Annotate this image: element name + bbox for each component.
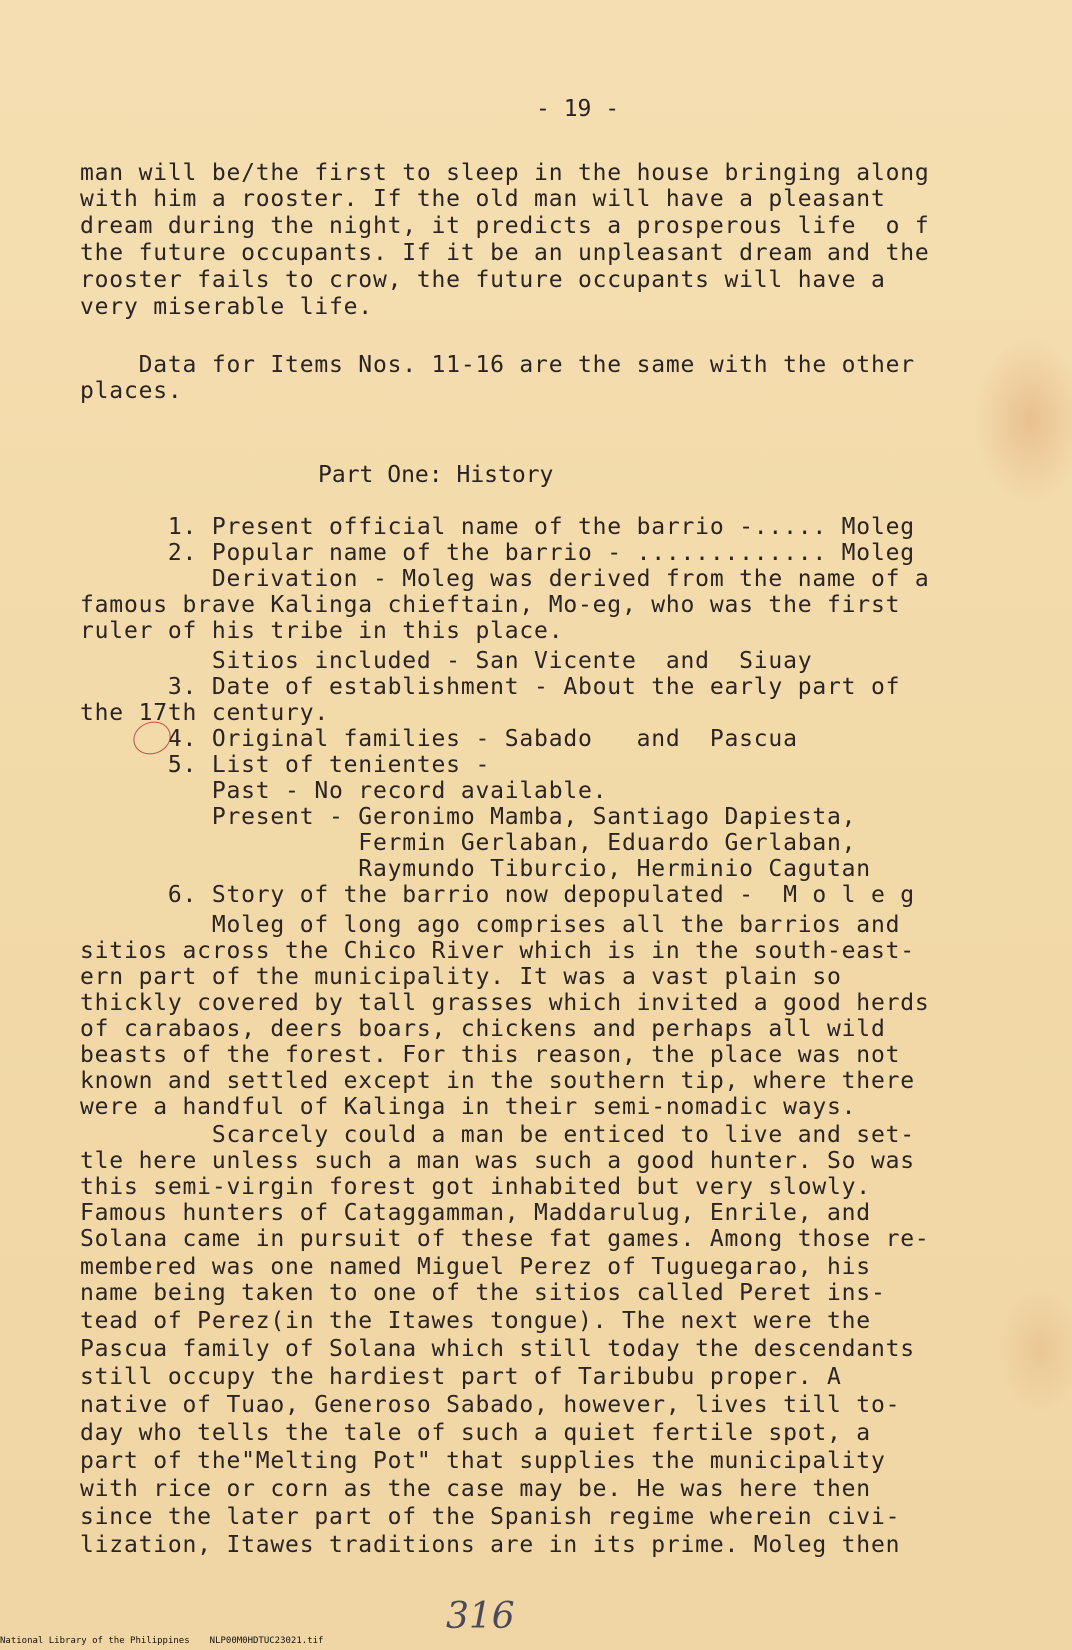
text-line: thickly covered by tall grasses which invited a good herds xyxy=(80,990,930,1016)
text-line: Scarcely could a man be enticed to live and set- xyxy=(80,1122,915,1148)
text-line: ruler of his tribe in this place. xyxy=(80,618,564,644)
text-line: membered was one named Miguel Perez of Tuguegarao, his xyxy=(80,1254,871,1280)
text-line: 2. Popular name of the barrio - ............. Moleg xyxy=(80,540,915,566)
text-line: lization, Itawes traditions are in its prime. Moleg then xyxy=(80,1532,901,1558)
text-line: 1. Present official name of the barrio -..... Moleg xyxy=(80,514,915,540)
footer-library-name: National Library of the Philippines xyxy=(0,1636,190,1646)
text-line: 3. Date of establishment - About the early part of xyxy=(80,674,901,700)
text-line: tle here unless such a man was such a good hunter. So was xyxy=(80,1148,915,1174)
archive-footer xyxy=(0,1636,343,1646)
text-line: of carabaos, deers boars, chickens and perhaps all wild xyxy=(80,1016,886,1042)
text-line: ern part of the municipality. It was a vast plain so xyxy=(80,964,842,990)
text-line: Derivation - Moleg was derived from the name of a xyxy=(80,566,930,592)
text-line: dream during the night, it predicts a prosperous life o f xyxy=(80,213,930,239)
text-line: Moleg of long ago comprises all the barrios and xyxy=(80,912,901,938)
text-line: Solana came in pursuit of these fat games. Among those re- xyxy=(80,1226,930,1252)
text-line: Present - Geronimo Mamba, Santiago Dapiesta, xyxy=(80,804,857,830)
text-line: Fermin Gerlaban, Eduardo Gerlaban, xyxy=(80,830,857,856)
text-line: Past - No record available. xyxy=(80,778,608,804)
text-line: places. xyxy=(80,378,183,404)
text-line: beasts of the forest. For this reason, the place was not xyxy=(80,1042,901,1068)
text-line: still occupy the hardiest part of Taribubu proper. A xyxy=(80,1364,842,1390)
text-line: name being taken to one of the sitios called Peret ins- xyxy=(80,1280,886,1306)
text-line: 5. List of tenientes - xyxy=(80,752,491,778)
text-line: 4. Original families - Sabado and Pascua xyxy=(80,726,798,752)
text-line: Sitios included - San Vicente and Siuay xyxy=(80,648,813,674)
text-line: native of Tuao, Generoso Sabado, however, lives till to- xyxy=(80,1392,901,1418)
text-line: tead of Perez(in the Itawes tongue). The next were the xyxy=(80,1308,871,1334)
text-line: known and settled except in the southern tip, where there xyxy=(80,1068,915,1094)
handwritten-page-number: 316 xyxy=(446,1596,515,1637)
text-line: the 17th century. xyxy=(80,700,330,726)
footer-file-name: NLP00M0HDTUC23021.tif xyxy=(209,1636,324,1646)
page-number: - 19 - xyxy=(536,96,620,122)
text-line: the future occupants. If it be an unpleasant dream and the xyxy=(80,240,930,266)
text-line: this semi-virgin forest got inhabited but very slowly. xyxy=(80,1174,871,1200)
text-line: with rice or corn as the case may be. He was here then xyxy=(80,1476,871,1502)
text-line: since the later part of the Spanish regime wherein civi- xyxy=(80,1504,901,1530)
text-line: sitios across the Chico River which is in the south-east- xyxy=(80,938,915,964)
text-line: part of the"Melting Pot" that supplies the municipality xyxy=(80,1448,886,1474)
text-line: 6. Story of the barrio now depopulated - M o l e g xyxy=(80,882,915,908)
text-line: Data for Items Nos. 11-16 are the same with the other xyxy=(80,352,915,378)
text-line: Famous hunters of Cataggamman, Maddarulug, Enrile, and xyxy=(80,1200,871,1226)
text-line: were a handful of Kalinga in their semi-nomadic ways. xyxy=(80,1094,857,1120)
text-line: day who tells the tale of such a quiet fertile spot, a xyxy=(80,1420,871,1446)
text-line: famous brave Kalinga chieftain, Mo-eg, who was the first xyxy=(80,592,901,618)
text-line: very miserable life. xyxy=(80,294,373,320)
text-line: Pascua family of Solana which still today the descendants xyxy=(80,1336,915,1362)
text-line: man will be/the first to sleep in the house bringing along xyxy=(80,160,930,186)
text-line: Raymundo Tiburcio, Herminio Cagutan xyxy=(80,856,871,882)
section-heading: Part One: History xyxy=(318,462,554,488)
text-line: with him a rooster. If the old man will have a pleasant xyxy=(80,186,886,212)
text-line: rooster fails to crow, the future occupants will have a xyxy=(80,267,886,293)
